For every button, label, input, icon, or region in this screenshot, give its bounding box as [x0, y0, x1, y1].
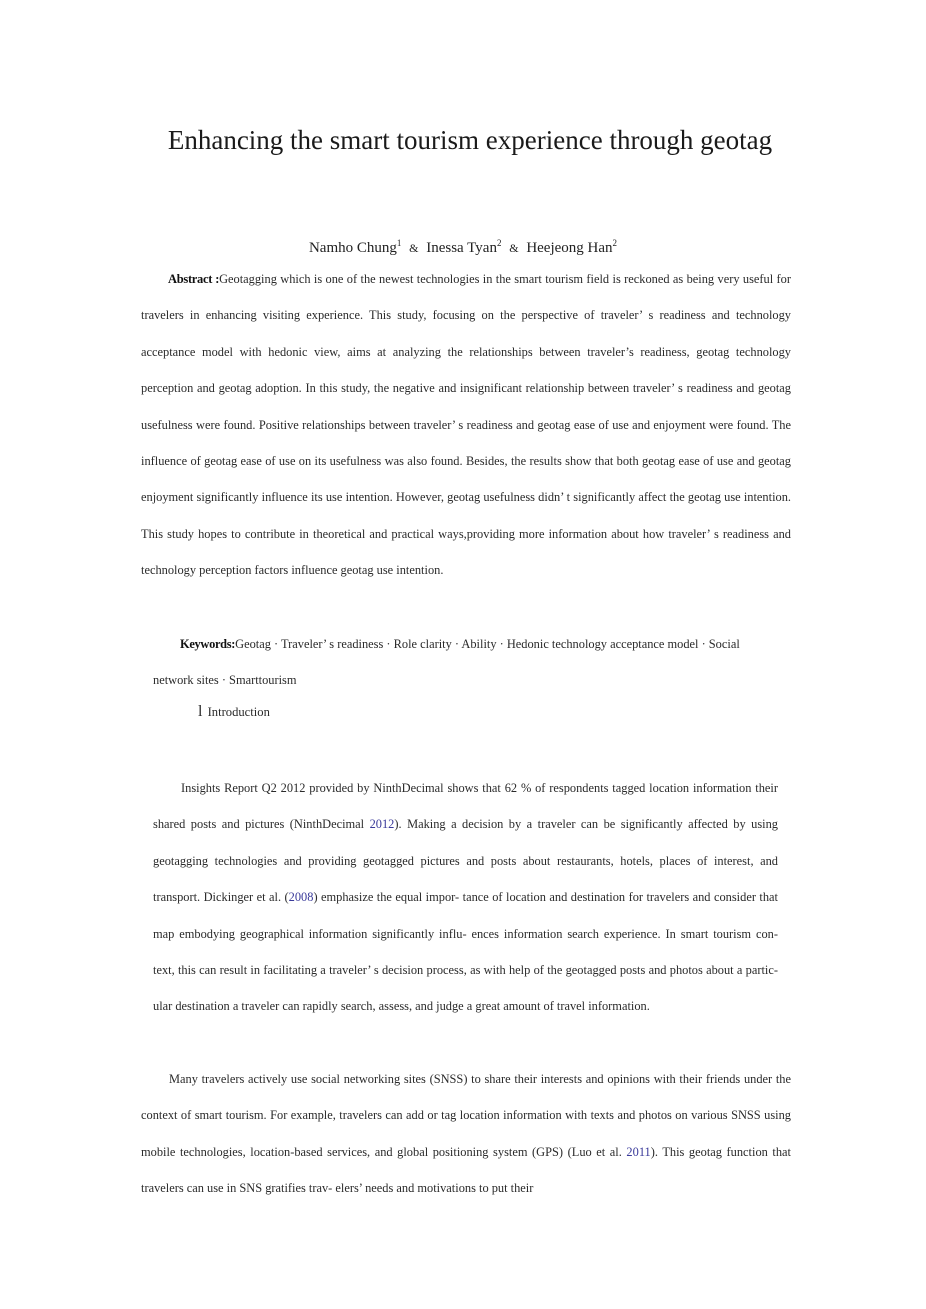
- keywords-label: Keywords:: [180, 637, 236, 651]
- author-affiliation: 1: [396, 238, 402, 248]
- author-separator: &: [409, 241, 419, 255]
- section-number: l: [198, 703, 203, 720]
- paragraph-text: ). Making a decision by a traveler can be significantly affected by using geotagging technologies and providing geotagged pictures and posts about restaurants, hotels, places of interest, and transport. Dickinger et al. (: [153, 817, 778, 905]
- author-name: Heejeong Han: [526, 240, 613, 256]
- intro-paragraph: [141, 1061, 791, 1207]
- keywords-text: Geotag · Traveler’ s readiness · Role clarity · Ability · Hedonic technology acceptance model · Social network sites · Smarttourism: [153, 637, 740, 688]
- author-name: Namho Chung: [308, 240, 397, 256]
- intro-paragraph: [153, 770, 778, 1025]
- section-heading: [198, 703, 270, 721]
- keywords: [153, 626, 773, 699]
- paragraph-text: ). This geotag function that travelers can use in SNS gratifies trav- elers’ needs and motivations to put their: [141, 1144, 791, 1196]
- abstract: [141, 261, 791, 589]
- section-title: Introduction: [207, 705, 270, 719]
- citation-link[interactable]: 2011: [626, 1144, 651, 1159]
- paragraph-text: Insights Report Q2 2012 provided by NinthDecimal shows that 62 % of respondents tagged location information their shared posts and pictures (NinthDecimal: [153, 781, 778, 832]
- abstract-text: Geotagging which is one of the newest technologies in the smart tourism field is reckoned as being very useful for travelers in enhancing visiting experience. This study, focusing on the perspective of traveler’ s readiness and technology acceptance model with hedonic view, aims at analyzing the relationships between traveler’s readiness, geotag technology perception and geotag adoption. In this study, the negative and insignificant relationship between traveler’ s readiness and geotag usefulness were found. Positive relationships between traveler’ s readiness and geotag ease of use and enjoyment were found. The influence of geotag ease of use on its usefulness was also found. Besides, the results show that both geotag ease of use and geotag enjoyment significantly influence its use intention. However, geotag usefulness didn’ t significantly affect the geotag use intention. This study hopes to contribute in theoretical and practical ways,providing more information about how traveler’ s readiness and technology perception factors influence geotag use intention.: [141, 272, 791, 578]
- author-name: Inessa Tyan: [426, 240, 497, 256]
- paragraph-text: ) emphasize the equal impor- tance of location and destination for travelers and consider that map embodying geographical information significantly influ- ences information search experience. In smart tourism con- text, this can result in facilitating a traveler’ s decision process, as with help of the geotagged posts and photos about a partic- ular destination a traveler can rapidly search, assess, and judge a great amount of travel information.: [153, 890, 778, 1014]
- author-list: [0, 238, 926, 257]
- citation-link[interactable]: 2012: [369, 817, 395, 832]
- citation-link[interactable]: 2008: [288, 890, 314, 905]
- author-affiliation: 2: [496, 238, 502, 248]
- paper-title: Enhancing the smart tourism experience through geotag: [167, 125, 773, 155]
- author-affiliation: 2: [612, 238, 618, 248]
- author-separator: &: [509, 241, 519, 255]
- abstract-label: Abstract :: [168, 272, 220, 286]
- paragraph-text: Many travelers actively use social networking sites (SNSS) to share their interests and opinions with their friends under the context of smart tourism. For example, travelers can add or tag location information with texts and photos on various SNSS using mobile technologies, location-based services, and global positioning system (GPS) (Luo et al.: [141, 1072, 791, 1159]
